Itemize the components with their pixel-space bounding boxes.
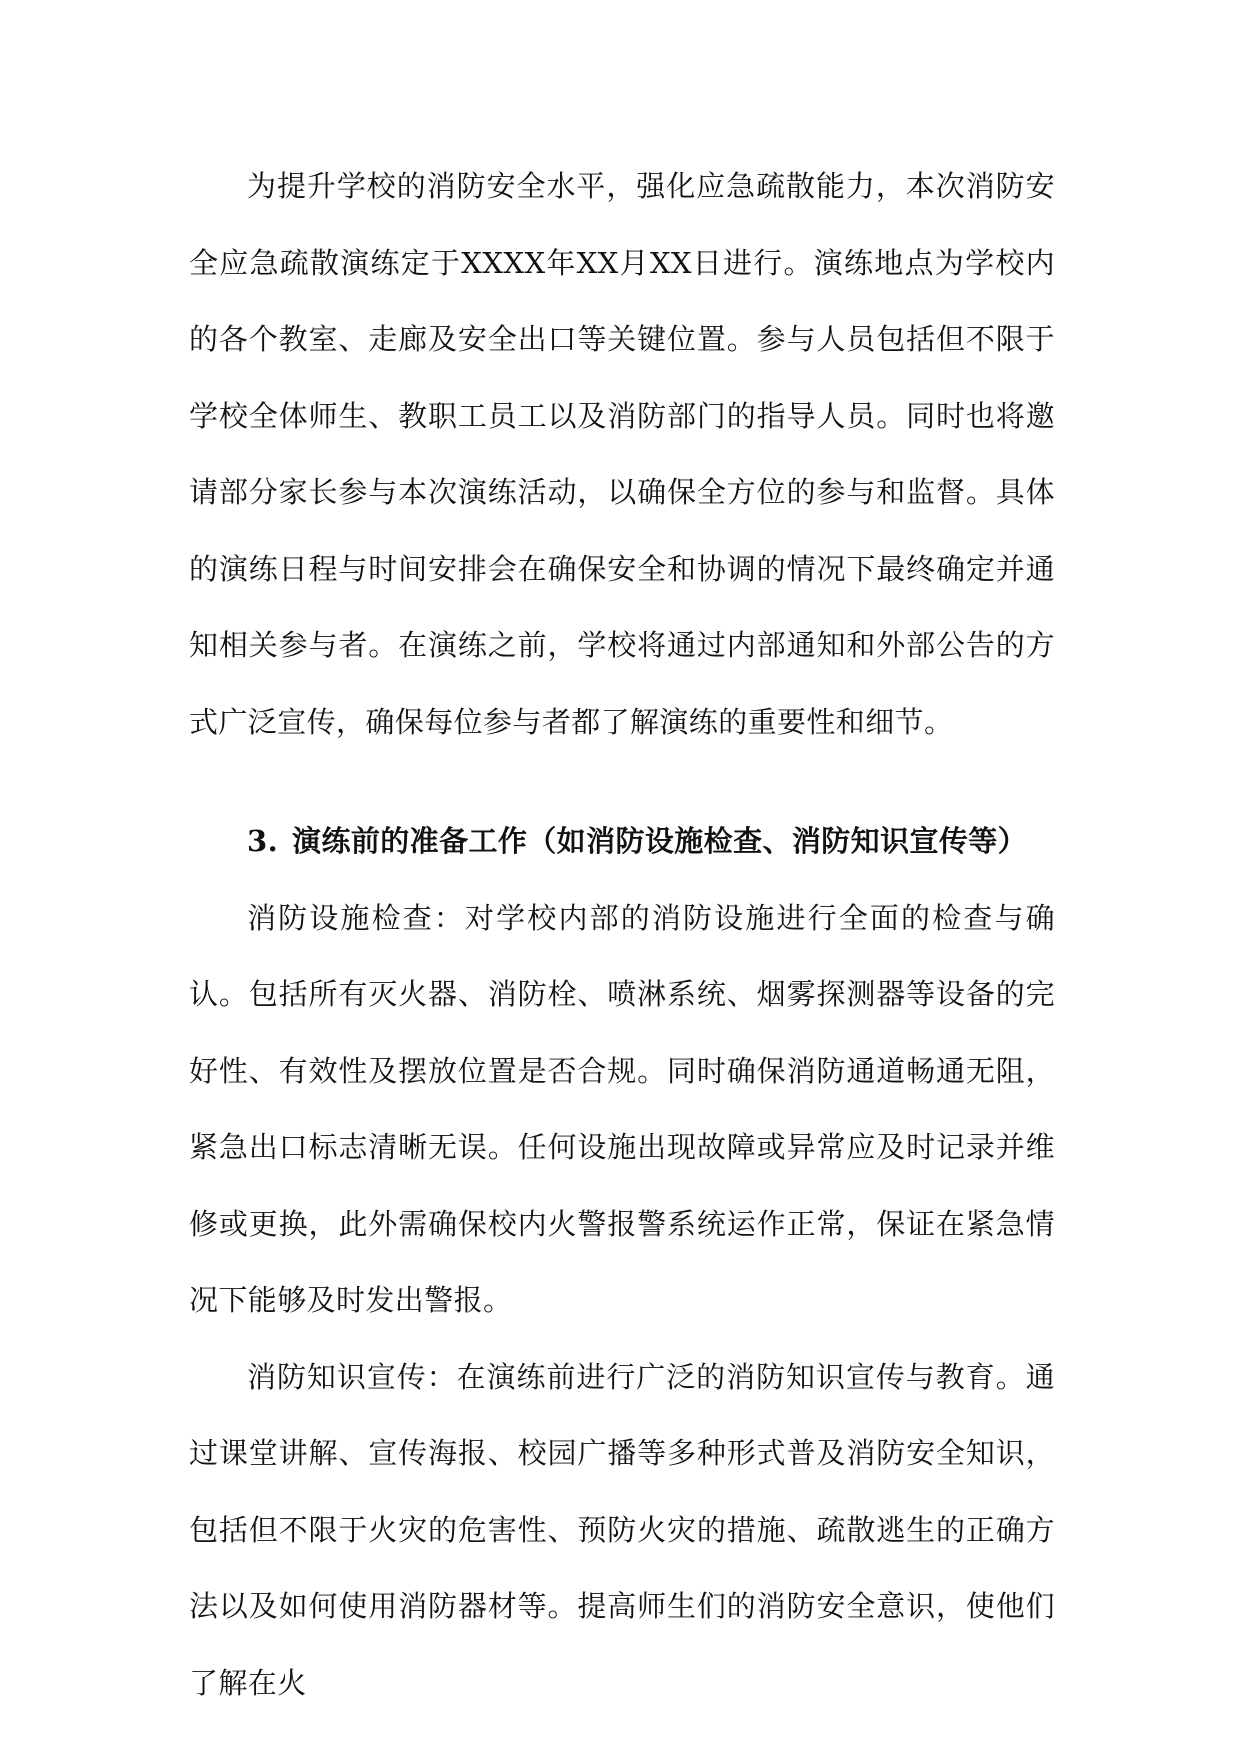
facility-check-paragraph: 消防设施检查：对学校内部的消防设施进行全面的检查与确认。包括所有灭火器、消防栓、喷淋系统、烟雾探测器等设备的完好性、有效性及摆放位置是否合规。同时确保消防通道畅通无阻，紧急出口标志清晰无误。任何设施出现故障或异常应及时记录并维修或更换，此外需确保校内火警报警系统运作正常，保证在紧急情况下能够及时发出警报。 bbox=[189, 900, 1055, 1317]
intro-paragraph: 为提升学校的消防安全水平，强化应急疏散能力，本次消防安全应急疏散演练定于XXXX年XX月XX日进行。演练地点为学校内的各个教室、走廊及安全出口等关键位置。参与人员包括但不限于学校全体师生、教职工员工以及消防部门的指导人员。同时也将邀请部分家长参与本次演练活动，以确保全方位的参与和监督。具体的演练日程与时间安排会在确保安全和协调的情况下最终确定并通知相关参与者。在演练之前，学校将通过内部通知和外部公告的方式广泛宣传，确保每位参与者都了解演练的重要性和细节。 bbox=[189, 169, 1055, 739]
section-heading bbox=[189, 803, 1055, 880]
section-title: 演练前的准备工作（如消防设施检查、消防知识宣传等） bbox=[292, 824, 1028, 858]
section-number: 3. bbox=[247, 824, 279, 858]
fire-knowledge-paragraph: 消防知识宣传：在演练前进行广泛的消防知识宣传与教育。通过课堂讲解、宣传海报、校园广播等多种形式普及消防安全知识，包括但不限于火灾的危害性、预防火灾的措施、疏散逃生的正确方法以及如何使用消防器材等。提高师生们的消防安全意识，使他们了解在火 bbox=[189, 1359, 1055, 1700]
